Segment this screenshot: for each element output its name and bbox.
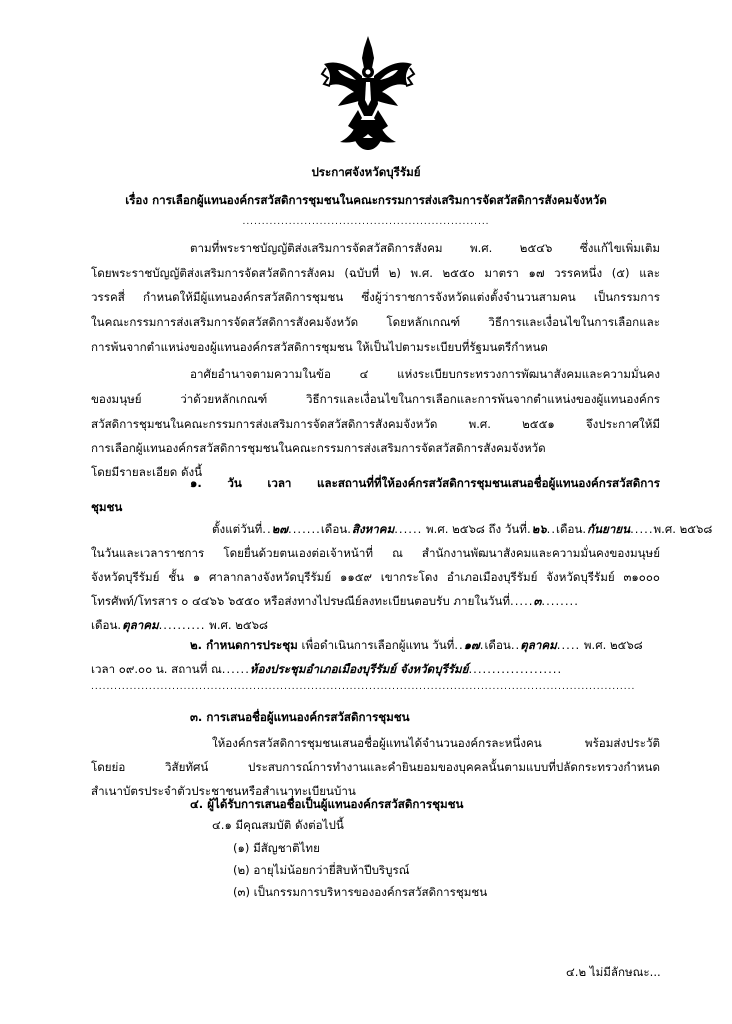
paragraph-line: ในวันและเวลาราชการ โดยยื่นด้วยตนเองต่อเจ้าหน้าที่ ณ สำนักงานพัฒนาสังคมและความมั่นคงของมนุษย์ [91, 546, 660, 560]
document-title: ประกาศจังหวัดบุรีรัมย์ [311, 165, 421, 179]
text-fragment: ตั้งแต่วันที่ [212, 522, 263, 536]
garuda-emblem-icon [318, 34, 418, 152]
handwritten-deadline-month: ตุลาคม [122, 618, 159, 632]
section-3-heading: ๓. การเสนอชื่อผู้แทนองค์กรสวัสดิการชุมชน [190, 710, 410, 724]
deadline-month-line: เดือน.ตุลาคม.......... พ.ศ. ๒๕๖๘ [91, 618, 268, 632]
section-2-heading: ๒. กำหนดการประชุม [190, 638, 298, 652]
paragraph-line: อาศัยอำนาจตามความในข้อ ๔ แห่งระเบียบกระทรวงการพัฒนาสังคมและความมั่นคง [190, 367, 660, 381]
section-1-heading: ๑. วัน เวลา และสถานที่ที่ให้องค์กรสวัสดิการชุมชนเสนอชื่อผู้แทนองค์กรสวัสดิการ [190, 476, 660, 490]
qualification-item: (๒) อายุไม่น้อยกว่ายี่สิบห้าปีบริบูรณ์ [233, 863, 410, 877]
text-fragment: พ.ศ. ๒๕๖๘ [583, 638, 643, 652]
continued-marker: ๔.๒ ไม่มีลักษณะ... [566, 965, 661, 979]
paragraph-line: การเลือกผู้แทนองค์กรสวัสดิการชุมชนในคณะกรรมการส่งเสริมการจัดสวัสดิการสังคมจังหวัด [91, 441, 546, 455]
text-fragment: พ.ศ. ๒๕๖๘ ถึง วันที่ [426, 522, 527, 536]
text-fragment: พ.ศ. ๒๕๖๘ [653, 522, 713, 536]
text-fragment: เวลา ๐๙.๐๐ น. สถานที่ ณ [91, 662, 222, 676]
text-fragment: เดือน [91, 618, 118, 632]
paragraph-line: ในคณะกรรมการส่งเสริมการจัดสวัสดิการสังคมจังหวัด โดยหลักเกณฑ์ วิธีการและเงื่อนไขในการเลือกและ [91, 315, 660, 329]
text-fragment: เพื่อดำเนินการเลือกผู้แทน วันที่ [301, 638, 455, 652]
blank-dotted-line: ............................................................................................................................................. [91, 682, 636, 692]
paragraph-line: โดยพระราชบัญญัติส่งเสริมการจัดสวัสดิการสังคม (ฉบับที่ ๒) พ.ศ. ๒๕๕๐ มาตรา ๑๗ วรรคหนึ่ง (๕) และ [91, 266, 661, 280]
paragraph-line: สวัสดิการชุมชนในคณะกรรมการส่งเสริมการจัดสวัสดิการสังคมจังหวัด พ.ศ. ๒๕๕๑ จึงประกาศให้มี [91, 417, 660, 431]
text-fragment: โทรศัพท์/โทรสาร ๐ ๔๔๖๖ ๖๕๕๐ หรือส่งทางไปรษณีย์ลงทะเบียนตอบรับ ภายในวันที่ [91, 594, 511, 608]
text-fragment: เดือน [320, 522, 348, 536]
paragraph-line: ของมนุษย์ ว่าด้วยหลักเกณฑ์ วิธีการและเงื่อนไขในการเลือกและการพ้นจากตำแหน่งของผู้แทนองค์กร [91, 392, 660, 406]
title-separator: ................................................................ [242, 217, 490, 227]
handwritten-start-month: สิงหาคม [351, 522, 395, 536]
handwritten-end-month: กันยายน [587, 522, 631, 536]
paragraph-line: โดยมีรายละเอียด ดังนี้ [91, 465, 203, 479]
paragraph-line: ให้องค์กรสวัสดิการชุมชนเสนอชื่อผู้แทนได้จำนวนองค์กรละหนึ่งคน พร้อมส่งประวัติ [212, 736, 660, 750]
text-fragment: พ.ศ. ๒๕๖๘ [209, 618, 268, 632]
paragraph-line: ตามที่พระราชบัญญัติส่งเสริมการจัดสวัสดิการสังคม พ.ศ. ๒๕๔๖ ซึ่งแก้ไขเพิ่มเติม [190, 241, 660, 255]
section-4-heading: ๔. ผู้ได้รับการเสนอชื่อเป็นผู้แทนองค์กรสวัสดิการชุมชน [190, 797, 464, 811]
handwritten-deadline-day: ๓ [533, 594, 542, 608]
section-1-heading-cont: ชุมชน [91, 500, 123, 514]
handwritten-meeting-month: ตุลาคม [520, 638, 557, 652]
qualification-item: (๑) มีสัญชาติไทย [233, 841, 320, 855]
text-fragment: เดือน [556, 522, 583, 536]
paragraph-line: โทรศัพท์/โทรสาร ๐ ๔๔๖๖ ๖๕๕๐ หรือส่งทางไปรษณีย์ลงทะเบียนตอบรับ ภายในวันที่.....๓........ [91, 594, 579, 608]
section-4-1-heading: ๔.๑ มีคุณสมบัติ ดังต่อไปนี้ [212, 818, 344, 832]
handwritten-end-day: ๒๖ [531, 522, 547, 536]
paragraph-line: สำเนาบัตรประจำตัวประชาชนหรือสำเนาทะเบียนบ้าน [91, 784, 356, 798]
paragraph-line: การพ้นจากตำแหน่งของผู้แทนองค์กรสวัสดิการชุมชน ให้เป็นไปตามระเบียบที่รัฐมนตรีกำหนด [91, 340, 548, 354]
submission-dates-line: ตั้งแต่วันที่..๒๗.......เดือน.สิงหาคม...... พ.ศ. ๒๕๖๘ ถึง วันที่.๒๖..เดือน.กันยายน.....พ.ศ. ๒๕๖๘ [212, 522, 713, 536]
qualification-item: (๓) เป็นกรรมการบริหารขององค์กรสวัสดิการชุมชน [233, 885, 488, 899]
meeting-place-line: เวลา ๐๙.๐๐ น. สถานที่ ณ......ห้องประชุมอำเภอเมืองบุรีรัมย์ จังหวัดบุรีรัมย์.................... [91, 662, 563, 676]
section-2-line: ๒. กำหนดการประชุม เพื่อดำเนินการเลือกผู้แทน วันที่..๑๗.เดือน..ตุลาคม..... พ.ศ. ๒๕๖๘ [190, 638, 643, 652]
text-fragment: เดือน [484, 638, 511, 652]
paragraph-line: โดยย่อ วิสัยทัศน์ ประสบการณ์การทำงานและคำยินยอมของบุคคลนั้นตามแบบที่ปลัดกระทรวงกำหนด [91, 760, 660, 774]
paragraph-line: จังหวัดบุรีรัมย์ ชั้น ๑ ศาลากลางจังหวัดบุรีรัมย์ ๑๑๕๙ เขากระโดง อำเภอเมืองบุรีรัมย์ จังหวัดบุรีรัมย์ ๓๑๐๐๐ [91, 570, 660, 584]
handwritten-start-day: ๒๗ [271, 522, 289, 536]
paragraph-line: วรรคสี่ กำหนดให้มีผู้แทนองค์กรสวัสดิการชุมชน ซึ่งผู้ว่าราชการจังหวัดแต่งตั้งจำนวนสามคน เป็นกรรมการ [91, 290, 660, 304]
document-subject: เรื่อง การเลือกผู้แทนองค์กรสวัสดิการชุมชนในคณะกรรมการส่งเสริมการจัดสวัสดิการสังคมจังหวัด [125, 193, 607, 207]
handwritten-meeting-day: ๑๗ [463, 638, 480, 652]
handwritten-meeting-place: ห้องประชุมอำเภอเมืองบุรีรัมย์ จังหวัดบุรีรัมย์ [249, 662, 469, 676]
